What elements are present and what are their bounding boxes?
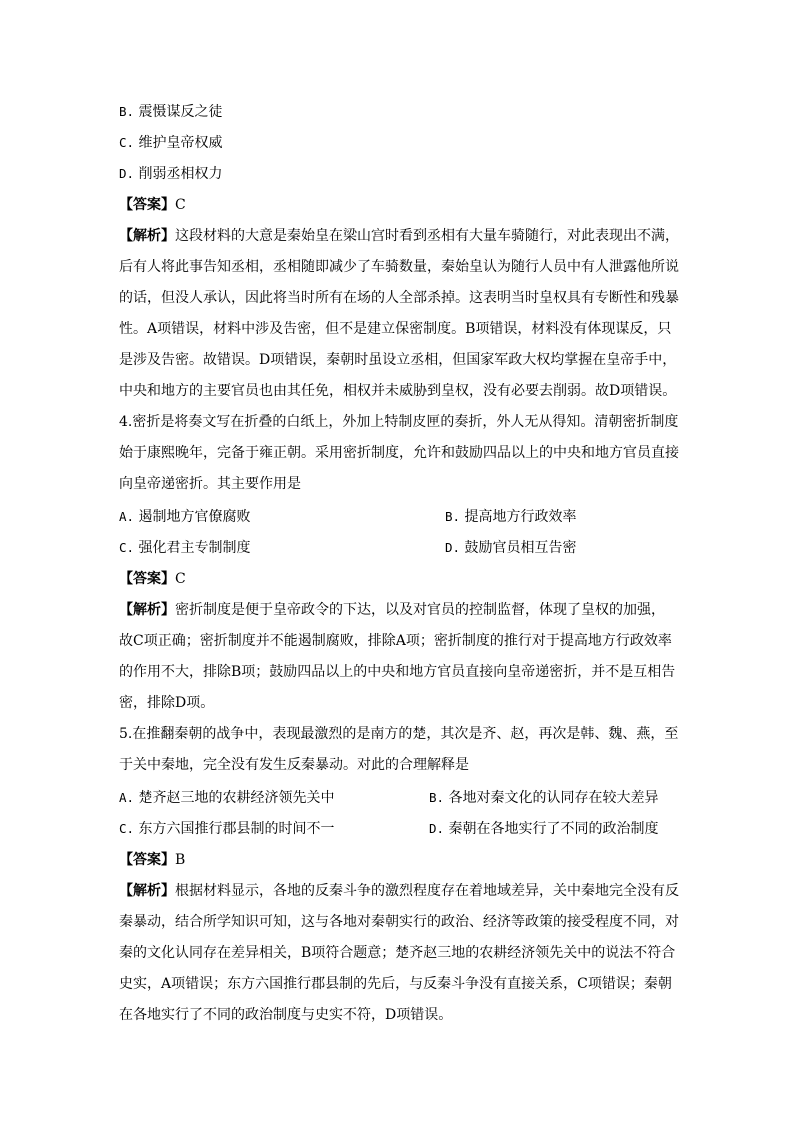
q4-analysis-line: 密，排除D项。: [119, 695, 215, 711]
q4-analysis-line: 故C项正确；密折制度并不能遏制腐败，排除A项；密折制度的推行对于提高地方行政效率: [119, 633, 672, 649]
option-letter: A.: [119, 790, 135, 805]
option-d: [119, 164, 679, 184]
option-text: 东方六国推行郡县制的时间不一: [138, 821, 335, 837]
option-d: [429, 819, 659, 839]
q4-options-row: [119, 507, 679, 527]
option-a: [119, 509, 251, 525]
option-b: [119, 102, 679, 122]
option-text: 各地对秦文化的认同存在较大差异: [448, 790, 659, 806]
q4-answer: [119, 569, 679, 589]
q4-stem-line: 4.密折是将奏文写在折叠的白纸上，外加上特制皮匣的奏折，外人无从得知。清朝密折制度: [119, 414, 679, 430]
option-text: 削弱丞相权力: [138, 166, 223, 182]
option-a: [119, 790, 335, 806]
q4-options-row: [119, 538, 679, 558]
option-text: 鼓励官员相互告密: [464, 540, 577, 556]
q5-stem-line: 5.在推翻秦朝的战争中，表现最激烈的是南方的楚，其次是齐、赵，再次是韩、魏、燕，至: [119, 726, 679, 742]
option-letter: D.: [445, 540, 461, 555]
analysis-text: 根据材料显示，各地的反秦斗争的激烈程度存在着地域差异，关中秦地完全没有反: [175, 883, 679, 899]
option-letter: B.: [445, 509, 461, 524]
q3-analysis-line: 的话，但没人承认，因此将当时所有在场的人全部杀掉。这表明当时皇权具有专断性和残暴: [119, 290, 679, 306]
q5-options-row: [119, 788, 679, 808]
analysis-text: 密折制度是便于皇帝政令的下达，以及对官员的控制监督，体现了皇权的加强，: [175, 602, 665, 618]
option-letter: D.: [429, 821, 445, 836]
option-d: [445, 538, 577, 558]
option-letter: D.: [119, 166, 135, 181]
option-b: [429, 788, 659, 808]
analysis-label: 【解析】: [119, 883, 175, 899]
option-letter: C.: [119, 821, 135, 836]
option-text: 楚齐赵三地的农耕经济领先关中: [138, 790, 335, 806]
q5-analysis-line: 在各地实行了不同的政治制度与史实不符，D项错误。: [119, 1007, 453, 1023]
option-text: 维护皇帝权威: [138, 135, 223, 151]
option-text: 震慑谋反之徒: [138, 104, 223, 120]
option-letter: C.: [119, 540, 135, 555]
q4-stem-line: 向皇帝递密折。其主要作用是: [119, 476, 301, 492]
analysis-label: 【解析】: [119, 602, 175, 618]
answer-value: B: [175, 852, 186, 868]
q4-stem-line: 始于康熙晚年，完备于雍正朝。采用密折制度，允许和鼓励四品以上的中央和地方官员直接: [119, 445, 679, 461]
q5-analysis-line: 秦暴动，结合所学知识可知，这与各地对秦朝实行的政治、经济等政策的接受程度不同，对: [119, 914, 679, 930]
q5-stem-line: 于关中秦地，完全没有发生反秦暴动。对此的合理解释是: [119, 757, 469, 773]
q3-analysis-line: [119, 226, 679, 246]
analysis-label: 【解析】: [119, 228, 175, 244]
q4-analysis-line: [119, 600, 679, 620]
q3-answer: [119, 195, 679, 215]
answer-value: C: [175, 197, 186, 213]
q5-analysis-line: [119, 881, 679, 901]
q5-analysis-line: 史实，A项错误；东方六国推行郡县制的先后，与反秦斗争没有直接关系，C项错误；秦朝: [119, 976, 672, 992]
answer-label: 【答案】: [119, 571, 175, 587]
option-text: 强化君主专制制度: [138, 540, 251, 556]
option-text: 提高地方行政效率: [464, 509, 577, 525]
option-c: [119, 821, 335, 837]
option-c: [119, 540, 251, 556]
option-b: [445, 507, 577, 527]
answer-label: 【答案】: [119, 197, 175, 213]
option-letter: B.: [119, 104, 135, 119]
q3-analysis-line: 是涉及告密。故错误。D项错误，秦朝时虽设立丞相，但国家军政大权均掌握在皇帝手中，: [119, 352, 677, 368]
analysis-text: 这段材料的大意是秦始皇在梁山宫时看到丞相有大量车骑随行，对此表现出不满，: [175, 228, 679, 244]
q4-analysis-line: 的作用不大，排除B项；鼓励四品以上的中央和地方官员直接向皇帝递密折，并不是互相告: [119, 664, 676, 680]
option-c: [119, 133, 679, 153]
q5-analysis-line: 秦的文化认同存在差异相关，B项符合题意；楚齐赵三地的农耕经济领先关中的说法不符合: [119, 945, 676, 961]
answer-value: C: [175, 571, 186, 587]
q5-answer: [119, 850, 679, 870]
q3-analysis-line: 后有人将此事告知丞相，丞相随即减少了车骑数量，秦始皇认为随行人员中有人泄露他所说: [119, 259, 679, 275]
option-letter: A.: [119, 509, 135, 524]
option-letter: C.: [119, 135, 135, 150]
q5-options-row: [119, 819, 679, 839]
option-text: 遏制地方官僚腐败: [138, 509, 251, 525]
option-letter: B.: [429, 790, 445, 805]
q3-analysis-line: 中央和地方的主要官员也由其任免，相权并未威胁到皇权，没有必要去削弱。故D项错误。: [119, 383, 677, 399]
answer-label: 【答案】: [119, 852, 175, 868]
q3-analysis-line: 性。A项错误，材料中涉及告密，但不是建立保密制度。B项错误，材料没有体现谋反，只: [119, 321, 672, 337]
option-text: 秦朝在各地实行了不同的政治制度: [448, 821, 659, 837]
